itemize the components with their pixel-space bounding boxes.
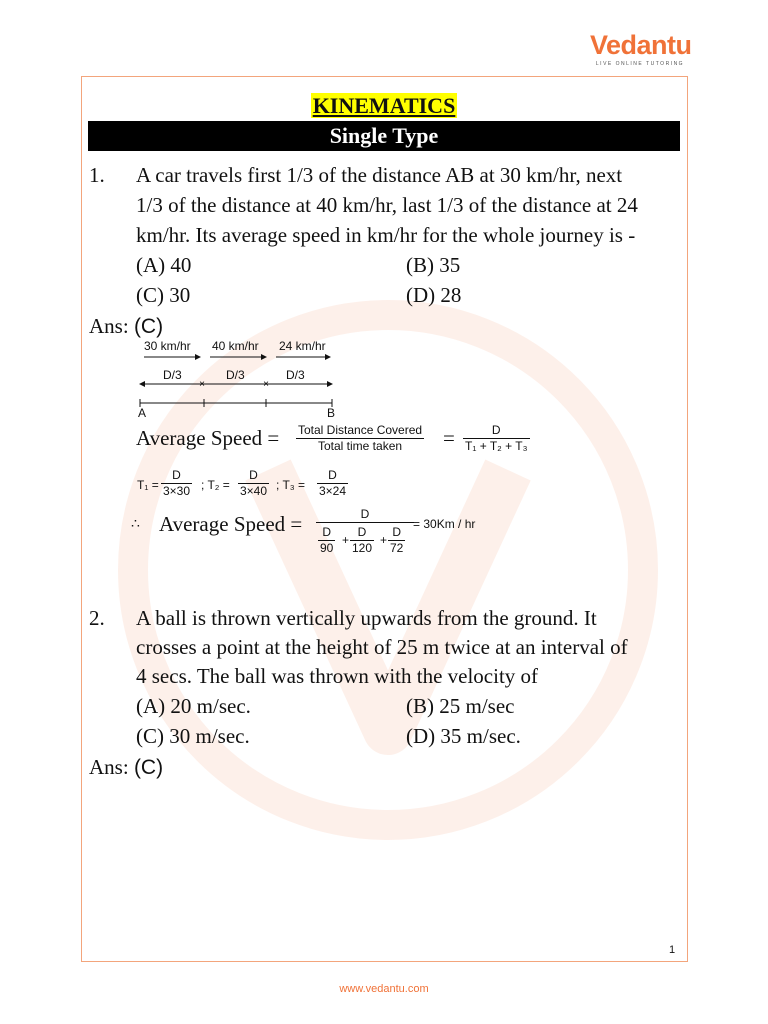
q1-option-a: (A) 40 [136, 253, 192, 277]
segment-label-2: D/3 [226, 368, 245, 382]
t1-denominator: 3×30 [163, 484, 191, 498]
t3-label: ; T₃ = [276, 478, 306, 492]
vedantu-logo [590, 30, 690, 67]
speed-label-3: 24 km/hr [279, 339, 326, 353]
q1-line-2: 1/3 of the distance at 40 km/hr, last 1/3 of the distance at 24 [136, 193, 638, 217]
frac1-denominator: Total time taken [318, 439, 403, 453]
t3-numerator: D [317, 468, 348, 484]
avg-speed-result: = 30Km / hr [413, 517, 476, 531]
sub1-numerator: D [318, 525, 335, 541]
t1-fraction [161, 468, 192, 499]
q2-option-d: (D) 35 m/sec. [406, 724, 521, 748]
sub-fraction-90 [318, 525, 335, 556]
plus-1: + [342, 533, 350, 547]
section-banner: Single Type [88, 121, 680, 151]
page-title [0, 93, 768, 119]
distance-diagram [130, 345, 350, 410]
brand-tagline: LIVE ONLINE TUTORING [595, 61, 685, 67]
q2-answer-value: (C) [133, 756, 164, 779]
equals-sign: = [443, 426, 455, 450]
t1-numerator: D [161, 468, 192, 484]
sub2-numerator: D [350, 525, 374, 541]
t2-denominator: 3×40 [240, 484, 268, 498]
footer-website-link[interactable]: www.vedantu.com [339, 983, 429, 995]
sub-fraction-72 [388, 525, 405, 556]
q2-line-3: 4 secs. The ball was thrown with the velocity of [136, 664, 539, 688]
speed-label-2: 40 km/hr [212, 339, 259, 353]
therefore-symbol: ∴ [131, 517, 140, 532]
compound-numerator: D [316, 507, 414, 523]
sub1-denominator: 90 [320, 541, 334, 555]
sub2-denominator: 120 [352, 541, 373, 555]
q1-line-3: km/hr. Its average speed in km/hr for the whole journey is - [136, 223, 636, 247]
t1-label: T₁ = [137, 478, 159, 492]
avg-speed-compound-fraction [316, 507, 414, 557]
avg-speed-fraction-1 [296, 423, 424, 454]
q2-option-c: (C) 30 m/sec. [136, 724, 250, 748]
sub3-denominator: 72 [390, 541, 404, 555]
frac2-numerator: D [463, 423, 530, 439]
q2-number: 2. [89, 606, 105, 630]
q1-option-d: (D) 28 [406, 283, 462, 307]
brand-name: Vedantu [590, 30, 692, 60]
point-a-label: A [138, 406, 147, 420]
t2-numerator: D [238, 468, 269, 484]
t2-label: ; T₂ = [201, 478, 230, 492]
avg-speed-label-2: Average Speed = [159, 512, 303, 536]
q1-answer-line [89, 311, 163, 342]
avg-speed-fraction-2 [463, 423, 530, 454]
q1-answer-label: Ans: [89, 314, 129, 338]
page-number: 1 [669, 944, 676, 956]
q2-answer-label: Ans: [89, 755, 129, 779]
frac1-numerator: Total Distance Covered [298, 423, 423, 437]
sub-fraction-120 [350, 525, 374, 556]
compound-denominator [316, 523, 414, 557]
speed-label-1: 30 km/hr [144, 339, 191, 353]
q2-line-1: A ball is thrown vertically upwards from the ground. It [136, 606, 597, 630]
q1-answer-value: (C) [133, 315, 164, 338]
q1-number: 1. [89, 163, 105, 187]
segment-divider-2: × [263, 379, 269, 390]
plus-2: + [380, 533, 388, 547]
t3-fraction [317, 468, 348, 499]
q2-line-2: crosses a point at the height of 25 m twice at an interval of [136, 635, 628, 659]
point-b-label: B [327, 406, 336, 420]
t3-denominator: 3×24 [319, 484, 347, 498]
t2-fraction [238, 468, 269, 499]
avg-speed-label: Average Speed = [136, 426, 280, 450]
segment-label-1: D/3 [163, 368, 182, 382]
q1-option-c: (C) 30 [136, 283, 191, 307]
sub3-numerator: D [388, 525, 405, 541]
segment-label-3: D/3 [286, 368, 305, 382]
chapter-title: KINEMATICS [312, 93, 456, 118]
q2-answer-line [89, 752, 163, 783]
frac2-denominator: T₁ + T₂ + T₃ [465, 439, 528, 453]
q2-option-a: (A) 20 m/sec. [136, 694, 251, 718]
q2-option-b: (B) 25 m/sec [406, 694, 515, 718]
q1-option-b: (B) 35 [406, 253, 461, 277]
q1-line-1: A car travels first 1/3 of the distance AB at 30 km/hr, next [136, 163, 623, 187]
segment-divider-1: × [199, 379, 205, 390]
